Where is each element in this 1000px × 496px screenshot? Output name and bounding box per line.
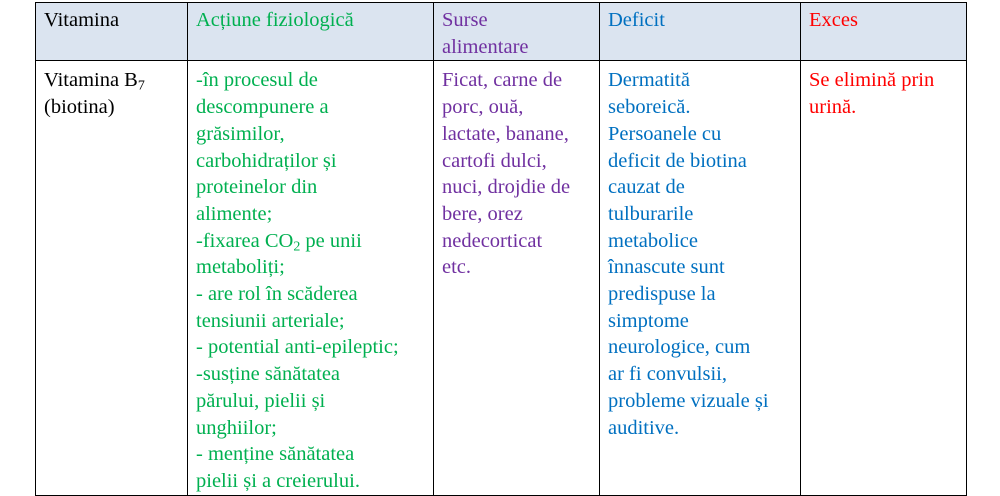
header-exces: Exces [801,3,967,61]
deficit-line: metabolice [608,229,698,252]
header-deficit: Deficit [600,3,801,61]
surse-line: Ficat, carne de [442,69,563,92]
deficit-line: cauzat de [608,176,685,199]
surse-line: nedecorticat [442,229,543,252]
cell-actiune [188,61,434,496]
actiune-line: alimente; [196,202,273,225]
actiune-line-co2: -fixarea $CO_2$ pe unii [196,229,362,255]
deficit-line: deficit de biotina [608,149,747,172]
surse-line: cartofi dulci, [442,149,547,172]
deficit-line: tulburarile [608,202,694,225]
vitamin-name: Vitamina $B_7$ [44,69,145,94]
actiune-line: grăsimilor, [196,122,285,145]
vitamin-table [35,2,967,496]
deficit-line: simptome [608,309,689,332]
header-vitamina: Vitamina [36,3,188,61]
deficit-line: probleme vizuale și [608,389,769,412]
deficit-line: predispuse la [608,283,716,306]
deficit-line: Persoanele cu [608,122,722,145]
surse-line: bere, orez [442,202,523,225]
header-row [36,3,967,61]
actiune-line: - menține sănătatea [196,443,355,466]
actiune-line: pielii și a creierului. [196,469,360,492]
actiune-line: metaboliți; [196,256,285,279]
actiune-line: carbohidraților și [196,149,337,172]
deficit-line: auditive. [608,416,680,439]
cell-vitamina [36,61,188,496]
surse-line: porc, ouă, [442,96,524,119]
actiune-line: -susține sănătatea [196,363,341,386]
actiune-line: -în procesul de [196,69,318,92]
deficit-line: seboreică. [608,96,691,119]
deficit-line: înnascute sunt [608,256,725,279]
actiune-line: părului, pielii și [196,389,326,412]
actiune-line: - are rol în scăderea [196,283,358,306]
header-surse [434,3,600,61]
cell-surse [434,61,600,496]
surse-line: lactate, banane, [442,122,569,145]
exces-line: Se elimină prin [809,69,935,92]
surse-line: etc. [442,256,472,279]
cell-deficit [600,61,801,496]
actiune-line: proteinelor din [196,176,318,199]
cell-exces [801,61,967,496]
surse-line: nuci, drojdie de [442,176,571,199]
header-surse-line: Surse [442,9,488,31]
deficit-line: neurologice, cum [608,336,751,359]
header-surse-line: alimentare [442,35,529,58]
header-actiune: Acțiune fiziologică [188,3,434,61]
actiune-line: tensiunii arteriale; [196,309,345,332]
deficit-line: ar fi convulsii, [608,363,727,386]
actiune-line: - potential anti-epileptic; [196,336,399,359]
exces-line: urină. [809,96,857,119]
table-row [36,61,967,496]
actiune-line: unghiilor; [196,416,277,439]
vitamin-alias: (biotina) [44,96,115,119]
actiune-line: descompunere a [196,96,329,119]
deficit-line: Dermatită [608,69,690,92]
